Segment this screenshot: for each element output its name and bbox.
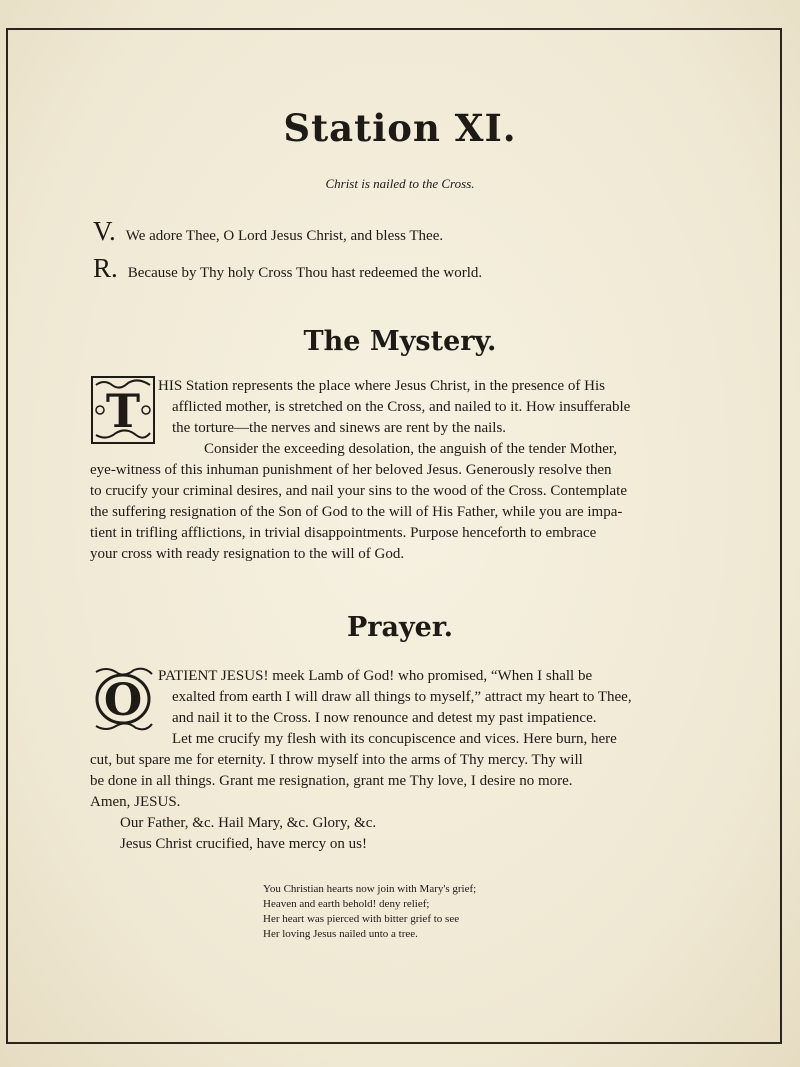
- response-line: [93, 253, 482, 284]
- mystery-line: the torture—the nerves and sinews are rent by the nails.: [172, 420, 507, 436]
- mystery-line: HIS Station represents the place where Jesus Christ, in the presence of His: [158, 378, 605, 394]
- station-subtitle: Christ is nailed to the Cross.: [325, 176, 475, 191]
- mystery-line: eye-witness of this inhuman punishment of her beloved Jesus. Generously resolve then: [90, 462, 612, 478]
- prayer-line: Let me crucify my flesh with its concupiscence and vices. Here burn, here: [172, 731, 617, 747]
- verse-line: Her heart was pierced with bitter grief to see: [263, 913, 460, 925]
- drop-cap-t: T: [105, 384, 141, 438]
- versicle-letter: V.: [93, 216, 116, 246]
- versicle-line: [93, 216, 443, 247]
- prayer-line: be done in all things. Grant me resignation, grant me Thy love, I desire no more.: [90, 773, 573, 789]
- mystery-paragraph: [90, 439, 694, 565]
- prayer-closing-line: Jesus Christ crucified, have mercy on us!: [120, 836, 368, 852]
- mystery-line: to crucify your criminal desires, and nail your sins to the wood of the Cross. Contemplate: [90, 483, 627, 499]
- verse-line: Her loving Jesus nailed unto a tree.: [263, 928, 418, 940]
- prayer-paragraph-indented: [158, 666, 692, 750]
- station-title: Station XI.: [283, 106, 517, 150]
- mystery-paragraph-indented: [158, 376, 692, 439]
- prayer-line: PATIENT JESUS! meek Lamb of God! who promised, “When I shall be: [158, 668, 593, 684]
- versicle-text: We adore Thee, O Lord Jesus Christ, and bless Thee.: [125, 228, 444, 244]
- prayer-line: Amen, JESUS.: [90, 794, 181, 810]
- mystery-line: tient in trifling afflictions, in trivial disappointments. Purpose henceforth to embrace: [90, 525, 597, 541]
- mystery-line: your cross with ready resignation to the will of God.: [90, 546, 405, 562]
- prayer-closing-line: Our Father, &c. Hail Mary, &c. Glory, &c.: [120, 815, 377, 831]
- mystery-line: afflicted mother, is stretched on the Cross, and nailed to it. How insufferable: [172, 399, 631, 415]
- mystery-line: the suffering resignation of the Son of God to the will of His Father, while you are impa-: [90, 504, 623, 520]
- prayer-line: cut, but spare me for eternity. I throw myself into the arms of Thy mercy. Thy will: [90, 752, 583, 768]
- drop-cap-o-ornament: [90, 664, 156, 734]
- mystery-heading: The Mystery.: [303, 326, 497, 357]
- prayer-heading: Prayer.: [346, 612, 454, 643]
- drop-cap-t-ornament: [90, 375, 156, 445]
- verse-line: Heaven and earth behold! deny relief;: [263, 898, 430, 910]
- verse-line: You Christian hearts now join with Mary's grief;: [263, 883, 477, 895]
- closing-verse: [263, 882, 476, 942]
- prayer-line: exalted from earth I will draw all things to myself,” attract my heart to Thee,: [172, 689, 632, 705]
- prayer-line: and nail it to the Cross. I now renounce and detest my past impatience.: [172, 710, 597, 726]
- prayer-paragraph: [90, 750, 694, 855]
- response-text: Because by Thy holy Cross Thou hast redeemed the world.: [127, 265, 483, 281]
- drop-cap-o: O: [103, 675, 143, 726]
- mystery-line: Consider the exceeding desolation, the anguish of the tender Mother,: [204, 441, 618, 457]
- response-letter: R.: [93, 253, 118, 283]
